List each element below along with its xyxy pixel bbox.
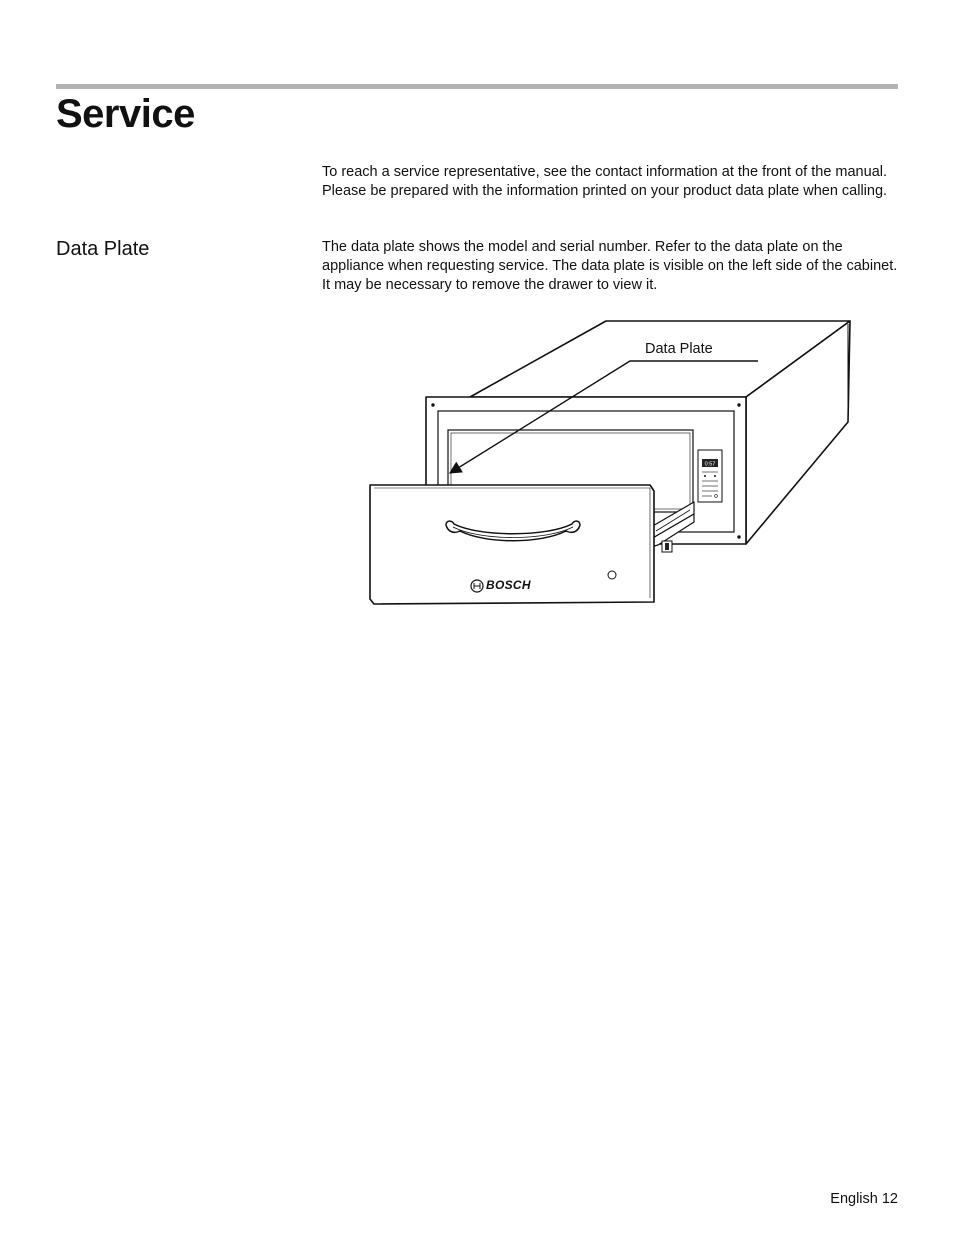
callout-label: Data Plate: [645, 341, 713, 357]
page-footer: English 12: [830, 1191, 898, 1207]
svg-text:0:57: 0:57: [704, 461, 716, 468]
page-title: Service: [56, 92, 195, 136]
brand-wordmark: BOSCH: [486, 578, 531, 592]
data-plate-paragraph: The data plate shows the model and serial number. Refer to the data plate on the appliance when requesting service. The data plate is visible on the left side of the cabinet. It may be necessary to remove the drawer to view it.: [322, 239, 898, 293]
top-rule: [56, 84, 898, 89]
section-heading-data-plate: Data Plate: [56, 238, 150, 260]
warming-drawer-illustration: [360, 315, 860, 615]
screw-icon: [737, 535, 740, 538]
control-panel: [698, 450, 722, 502]
drawer-knob: [608, 571, 616, 579]
screw-icon: [431, 403, 434, 406]
intro-paragraph: To reach a service representative, see the contact information at the front of the manual. Please be prepared with the information printed on your product data plate when calling.: [322, 164, 888, 199]
screw-icon: [737, 403, 740, 406]
